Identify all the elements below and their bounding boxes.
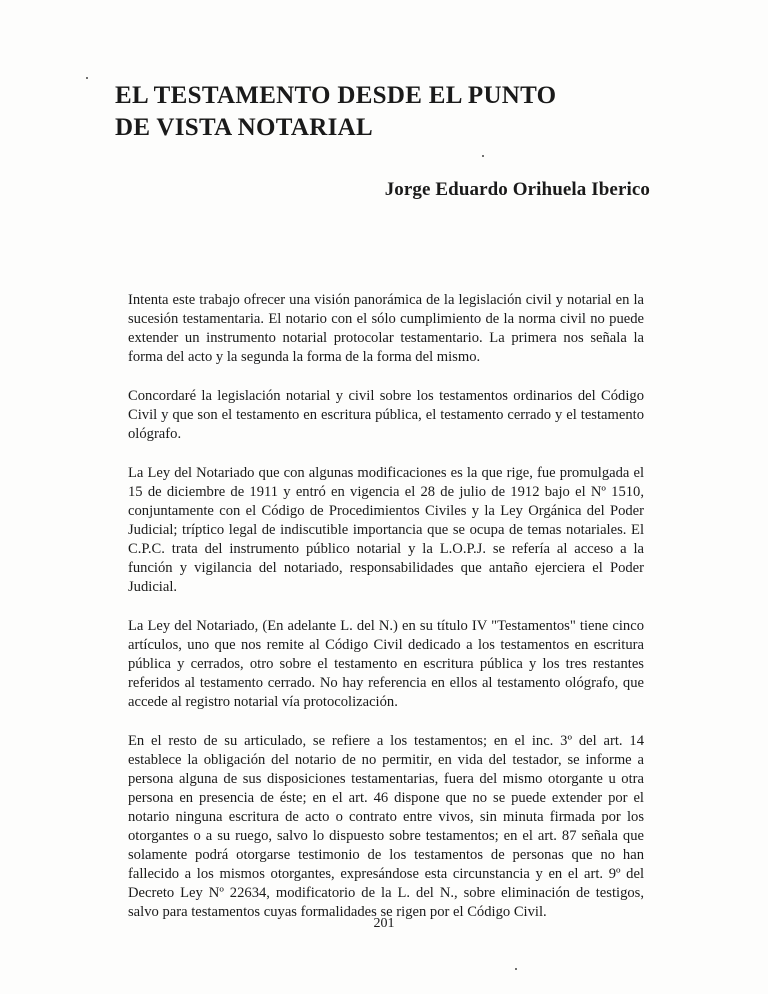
paragraph-3: La Ley del Notariado que con algunas modificaciones es la que rige, fue promulgada el 15 de diciembre de 1911 y entró en vigencia el 28 de julio de 1912 bajo el Nº 1510, conjuntamente con el Código de Procedimientos Civiles y la Ley Orgánica del Poder Judicial; tríptico legal de indiscutible importancia que se ocupa de temas notariales. El C.P.C. trata del instrumento público notarial y la L.O.P.J. se refería al acceso a la función y vigilancia del notariado, responsabilidades que antaño ejerciera el Poder Judicial. [128, 465, 644, 595]
article-body [128, 291, 644, 942]
paragraph-1: Intenta este trabajo ofrecer una visión panorámica de la legislación civil y notarial en la sucesión testamentaria. El notario con el sólo cumplimiento de la norma civil no puede extender un instrumento notarial protocolar testamentario. La primera nos señala la forma del acto y la segunda la forma de la forma del mismo. [128, 292, 644, 365]
title-line-2: DE VISTA NOTARIAL [115, 114, 373, 141]
page-number: 201 [373, 916, 395, 931]
title-line-1: EL TESTAMENTO DESDE EL PUNTO [115, 82, 557, 109]
paragraph-2: Concordaré la legislación notarial y civil sobre los testamentos ordinarios del Código Civil y que son el testamento en escritura pública, el testamento cerrado y el testamento ológrafo. [128, 388, 644, 442]
scan-speck [86, 77, 88, 79]
scan-speck [515, 968, 517, 970]
paragraph-4: La Ley del Notariado, (En adelante L. del N.) en su título IV "Testamentos" tiene cinco artículos, uno que nos remite al Código Civil dedicado a los testamentos en escritura pública y cerrados, otro sobre el testamento en escritura pública y los tres restantes referidos al testamento cerrado. No hay referencia en ellos al testamento ológrafo, que accede al registro notarial vía protocolización. [128, 618, 644, 710]
author-name: Jorge Eduardo Orihuela Iberico [384, 179, 650, 200]
scan-speck [482, 155, 484, 157]
document-title [115, 80, 635, 144]
paragraph-5: En el resto de su articulado, se refiere a los testamentos; en el inc. 3º del art. 14 establece la obligación del notario de no permitir, en vida del testador, se informe a persona alguna de sus disposiciones testamentarias, fuera del mismo otorgante u otra persona en presencia de éste; en el art. 46 dispone que no se puede extender por el notario ninguna escritura de acto o contrato entre vivos, sin minuta firmada por los otorgantes o a su ruego, salvo lo dispuesto sobre testamentos; en el art. 87 señala que solamente podrá otorgarse testimonio de los testamentos de personas que no han fallecido a los mismos otorgantes, expresándose esta circunstancia y en el art. 9º del Decreto Ley Nº 22634, modificatorio de la L. del N., sobre eliminación de testigos, salvo para testamentos cuyas formalidades se rigen por el Código Civil. [128, 733, 644, 920]
